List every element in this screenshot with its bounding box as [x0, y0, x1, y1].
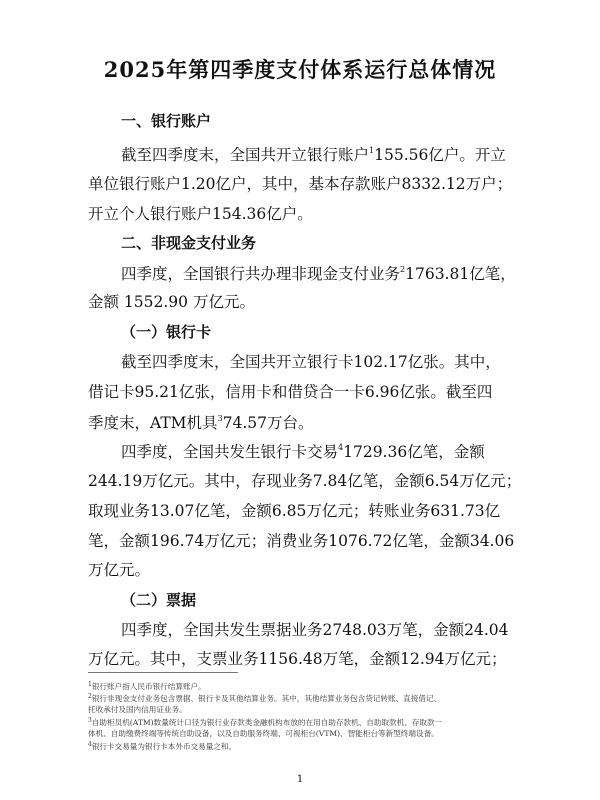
page-title: 2025年第四季度支付体系运行总体情况	[103, 57, 497, 82]
subsection-heading-bills: （二）票据	[121, 591, 197, 609]
text-span: 季度末，ATM机具	[88, 414, 218, 432]
text-span: 截至四季度末，全国共开立银行账户	[121, 146, 370, 164]
footnote-ref[interactable]: 2	[400, 265, 406, 274]
footnote-ref[interactable]: 4	[338, 443, 344, 452]
paragraph-line	[121, 444, 485, 461]
paragraph-line: 截至四季度末，全国共开立银行卡102.17亿张。其中，	[121, 353, 501, 371]
footnote-ref[interactable]: 1	[369, 146, 375, 155]
footnote	[88, 742, 236, 751]
text-span: 四季度，全国共发生银行卡交易	[121, 443, 339, 461]
footnote-text: 托收承付及国内信用证业务。	[88, 705, 187, 714]
subsection-heading-bank-cards: （一）银行卡	[121, 323, 212, 341]
paragraph-line: 万亿元。其中，支票业务1156.48万笔，金额12.94万亿元；	[88, 650, 507, 668]
paragraph-line	[121, 266, 516, 283]
text-span: 74.57万台。	[222, 414, 314, 432]
paragraph-line: 万亿元。	[88, 561, 151, 579]
paragraph-line: 单位银行账户1.20亿户，其中，基本存款账户8332.12万户；	[88, 175, 513, 193]
footnote-text: 体机、自助缴费终端等传统自助设备，以及自助服务终端、可视柜台(VTM)、智能柜台等新型终端设备。	[88, 729, 439, 738]
text-span: 1729.36亿笔，金额	[343, 443, 485, 461]
footnote-mark: 4	[88, 741, 92, 748]
footnote-text: 自助柜员机(ATM)数量统计口径为银行业存款类金融机构布放的在用自助存款机、自助取款机、存取款一	[91, 718, 443, 727]
text-span: 1763.81亿笔，	[405, 265, 516, 283]
footnote	[88, 682, 206, 691]
section-heading-noncash-payments: 二、非现金支付业务	[121, 234, 257, 252]
paragraph-line: 取现业务13.07亿笔，金额6.85万亿元；转账业务631.73亿	[88, 502, 501, 520]
paragraph-line	[88, 415, 314, 432]
footnote-mark: 1	[88, 681, 92, 688]
footnote-text: 银行账户指人民币银行结算账户。	[91, 682, 206, 691]
footnote-text: 银行卡交易量为银行卡本外币交易量之和。	[91, 742, 237, 751]
text-span: 四季度，全国银行共办理非现金支付业务	[121, 265, 401, 283]
paragraph-line: 金额 1552.90 万亿元。	[88, 293, 255, 311]
paragraph-line: 开立个人银行账户154.36亿户。	[88, 205, 313, 223]
footnote	[88, 718, 442, 727]
text-span: 155.56亿户。开立	[374, 146, 506, 164]
paragraph-line: 四季度，全国共发生票据业务2748.03万笔，金额24.04	[121, 621, 509, 639]
paragraph-line: 244.19万亿元。其中，存现业务7.84亿笔，金额6.54万亿元；	[88, 472, 522, 490]
footnote-text: 银行非现金支付业务包含票据、银行卡及其他结算业务。其中，其他结算业务包含贷记转账、直接借记、	[91, 694, 442, 703]
footnote	[88, 694, 441, 703]
footnote-separator	[88, 672, 238, 673]
footnote	[88, 706, 187, 714]
section-heading-bank-accounts: 一、银行账户	[121, 112, 212, 130]
footnote-mark: 2	[88, 693, 92, 700]
footnote-mark: 3	[88, 717, 92, 724]
paragraph-line	[121, 147, 506, 164]
paragraph-line: 笔，金额196.74万亿元；消费业务1076.72亿笔，金额34.06	[88, 532, 515, 550]
footnote	[88, 730, 439, 738]
footnote-ref[interactable]: 3	[217, 414, 223, 423]
page-number: 1	[296, 774, 304, 785]
paragraph-line: 借记卡95.21亿张，信用卡和借贷合一卡6.96亿张。截至四	[88, 383, 493, 401]
